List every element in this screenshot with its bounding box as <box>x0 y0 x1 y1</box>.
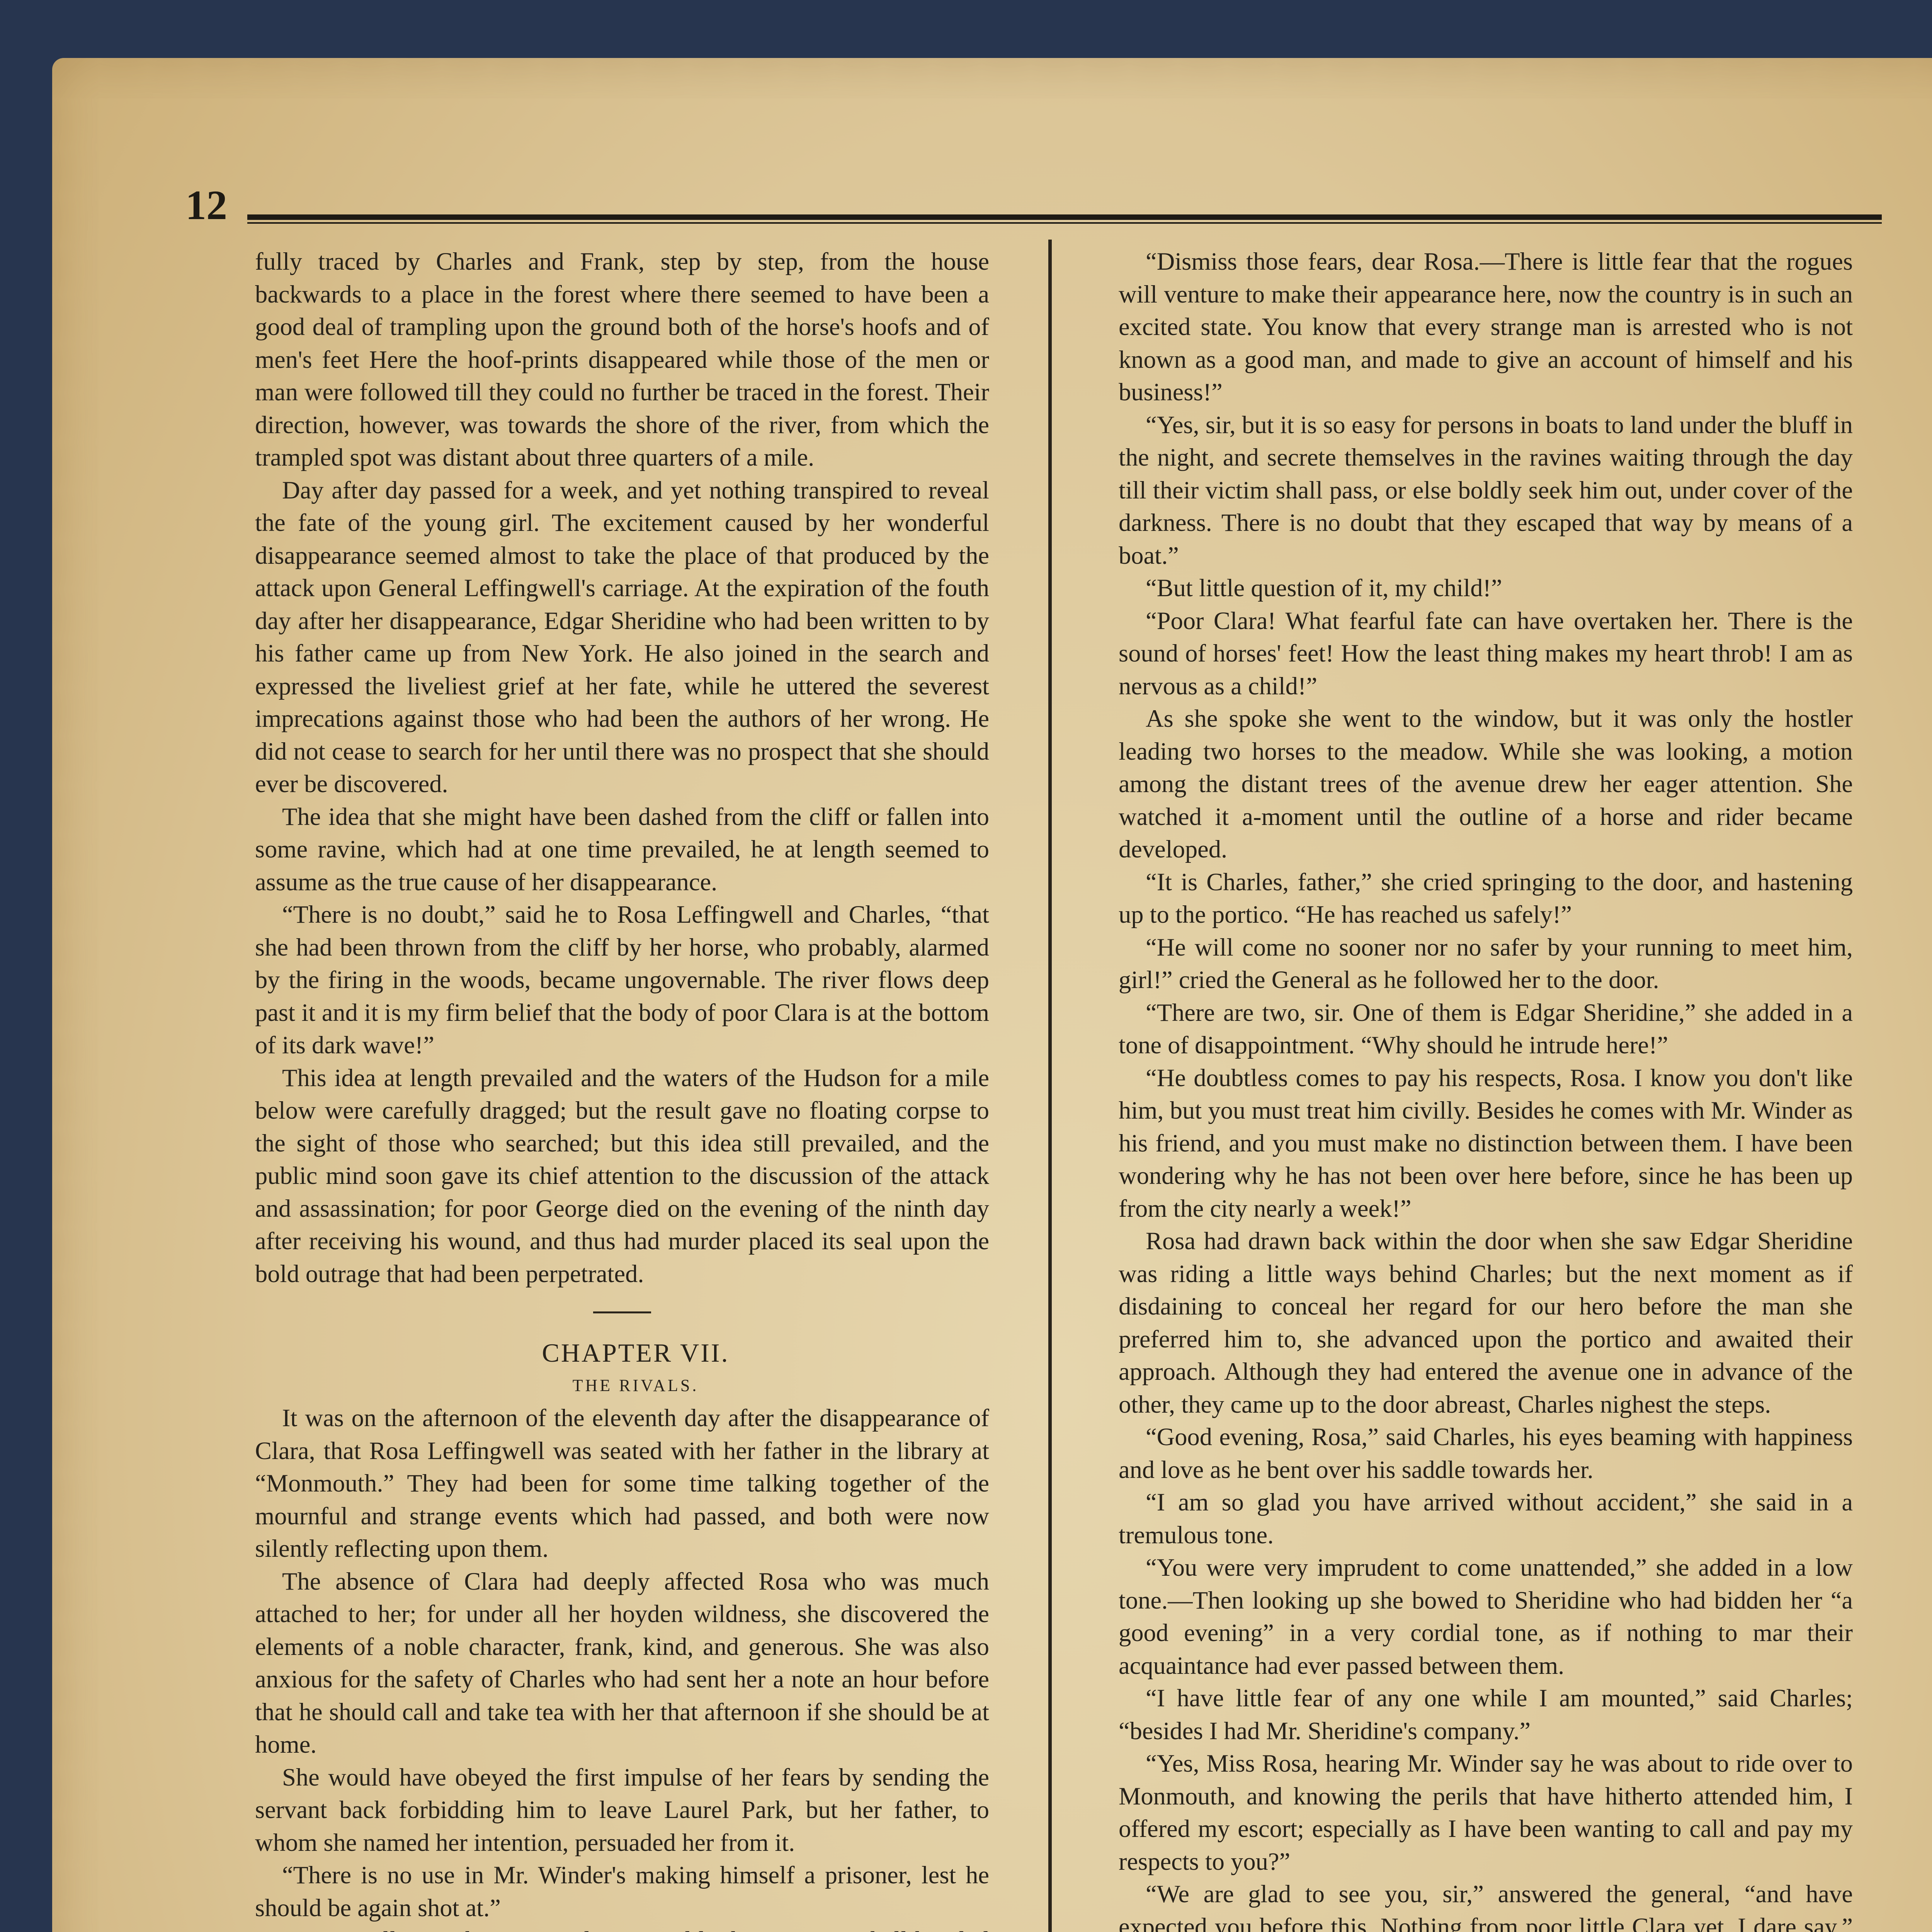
paragraph: “It is Charles, father,” she cried springing to the door, and hastening up to the portico. “He has reached us safely!” <box>1119 866 1853 931</box>
paragraph: She would have obeyed the first impulse of her fears by sending the servant back forbidding him to leave Laurel Park, but her father, to whom she named her intention, persuaded her from it. <box>255 1761 989 1859</box>
paragraph: “There is no use in Mr. Winder's making himself a prisoner, lest he should be again shot at.” <box>255 1859 989 1924</box>
paragraph: “You were very imprudent to come unattended,” she added in a low tone.—Then looking up she bowed to Sheridine who had bidden her “a good evening” in a very cordial tone, as if nothing to mar their acquaintance had ever passed between them. <box>1119 1551 1853 1682</box>
paragraph: “There are two, sir. One of them is Edgar Sheridine,” she added in a tone of disappointment. “Why should he intrude here!” <box>1119 997 1853 1062</box>
paragraph: The idea that she might have been dashed from the cliff or fallen into some ravine, which had at one time prevailed, he at length seemed to assume as the true cause of her disappearance. <box>255 801 989 899</box>
paragraph: Rosa had drawn back within the door when she saw Edgar Sheridine was riding a little ways behind Charles; but the next moment as if disdaining to conceal her regard for our hero before the man she preferred him to, she advanced upon the portico and awaited their approach. Although they had entered the avenue one in advance of the other, they came up to the door abreast, Charles nighest the steps. <box>1119 1225 1853 1421</box>
paragraph: It was on the afternoon of the eleventh day after the disappearance of Clara, that Rosa Leffingwell was seated with her father in the library at “Monmouth.” They had been for some time talking together of the mournful and strange events which had passed, and both were now silently reflecting upon them. <box>255 1402 989 1565</box>
chapter-subtitle: THE RIVALS. <box>255 1369 989 1402</box>
paragraph: This idea at length prevailed and the waters of the Hudson for a mile below were carefully dragged; but the result gave no floating corpse to the sight of those who searched; but this idea still prevailed, and the public mind soon gave its chief attention to the discussion of the attack and assassination; for poor George died on the evening of the ninth day after receiving his wound, and thus had murder placed its seal upon the bold outrage that had been perpetrated. <box>255 1062 989 1291</box>
paragraph: As she spoke she went to the window, but it was only the hostler leading two horses to the meadow. While she was looking, a motion among the distant trees of the avenue drew her eager attention. She watched it a-moment until the outline of a horse and rider became developed. <box>1119 702 1853 866</box>
paragraph: “But little question of it, my child!” <box>1119 572 1853 605</box>
paragraph: “There is no doubt,” said he to Rosa Leffingwell and Charles, “that she had been thrown from the cliff by her horse, who probably, alarmed by the firing in the woods, became ungovernable. The river flows deep past it and it is my firm belief that the body of poor Clara is at the bottom of its dark wave!” <box>255 898 989 1062</box>
paragraph: “Dismiss those fears, dear Rosa.—There is little fear that the rogues will venture to make their appearance here, now the country is in such an excited state. You know that every strange man is arrested who is not known as a good man, and made to give an account of himself and his business!” <box>1119 245 1853 409</box>
paragraph: “Good evening, Rosa,” said Charles, his eyes beaming with happiness and love as he bent over his saddle towards her. <box>1119 1421 1853 1486</box>
paragraph: “I have little fear of any one while I am mounted,” said Charles; “besides I had Mr. Sheridine's company.” <box>1119 1682 1853 1747</box>
paragraph: “Yes, sir, but it is so easy for persons in boats to land under the bluff in the night, and secrete themselves in the ravines waiting through the day till their victim shall pass, or else boldly seek him out, under cover of the darkness. There is no doubt that they escaped that way by means of a boat.” <box>1119 409 1853 572</box>
page-number: 12 <box>185 182 227 230</box>
paragraph: “Yes, Miss Rosa, hearing Mr. Winder say he was about to ride over to Monmouth, and knowing the perils that have hitherto attended him, I offered my escort; especially as I have been wanting to call and pay my respects to you?” <box>1119 1747 1853 1878</box>
paragraph: “We are glad to see you, sir,” answered the general, “and have expected you before this. Nothing from poor little Clara yet, I dare say,” <box>1119 1878 1853 1932</box>
paragraph: The absence of Clara had deeply affected Rosa who was much attached to her; for under all her hoyden wildness, she discovered the elements of a noble character, frank, kind, and generous. She was also anxious for the safety of Charles who had sent her a note an hour before that he should call and take tea with her that afternoon if she should be at home. <box>255 1565 989 1761</box>
paragraph: “He will come no sooner nor no safer by your running to meet him, girl!” cried the General as he followed her to the door. <box>1119 931 1853 997</box>
paragraph: Day after day passed for a week, and yet nothing transpired to reveal the fate of the young girl. The excitement caused by her wonderful disappearance seemed almost to take the place of that produced by the attack upon General Leffingwell's carriage. At the expiration of the fouth day after her disappearance, Edgar Sheridine who had been written to by his father came up from New York. He also joined in the search and expressed the liveliest grief at her fate, while he uttered the severest imprecations against those who had been the authors of her wrong. He did not cease to search for her until there was no prospect that she should ever be discovered. <box>255 474 989 801</box>
paragraph: “Poor Clara! What fearful fate can have overtaken her. There is the sound of horses' feet! How the least thing makes my heart throb! I am as nervous as a child!” <box>1119 605 1853 703</box>
paragraph: “I am so glad you have arrived without accident,” she said in a tremulous tone. <box>1119 1486 1853 1551</box>
chapter-title: CHAPTER VII. <box>255 1337 989 1369</box>
paragraph: fully traced by Charles and Frank, step by step, from the house backwards to a place in the forest where there seemed to have been a good deal of trampling upon the ground both of the horse's hoofs and of men's feet Here the hoof-prints disappeared while those of the men or man were followed till they could no further be traced in the forest. Their direction, however, was towards the shore of the river, from which the trampled spot was distant about three quarters of a mile. <box>255 245 989 474</box>
paragraph: “He doubtless comes to pay his respects, Rosa. I know you don't like him, but you must treat him civilly. Besides he comes with Mr. Winder as his friend, and you must make no distinction between them. I have been wondering why he has not been over here before, since he has been up from the city nearly a week!” <box>1119 1062 1853 1225</box>
